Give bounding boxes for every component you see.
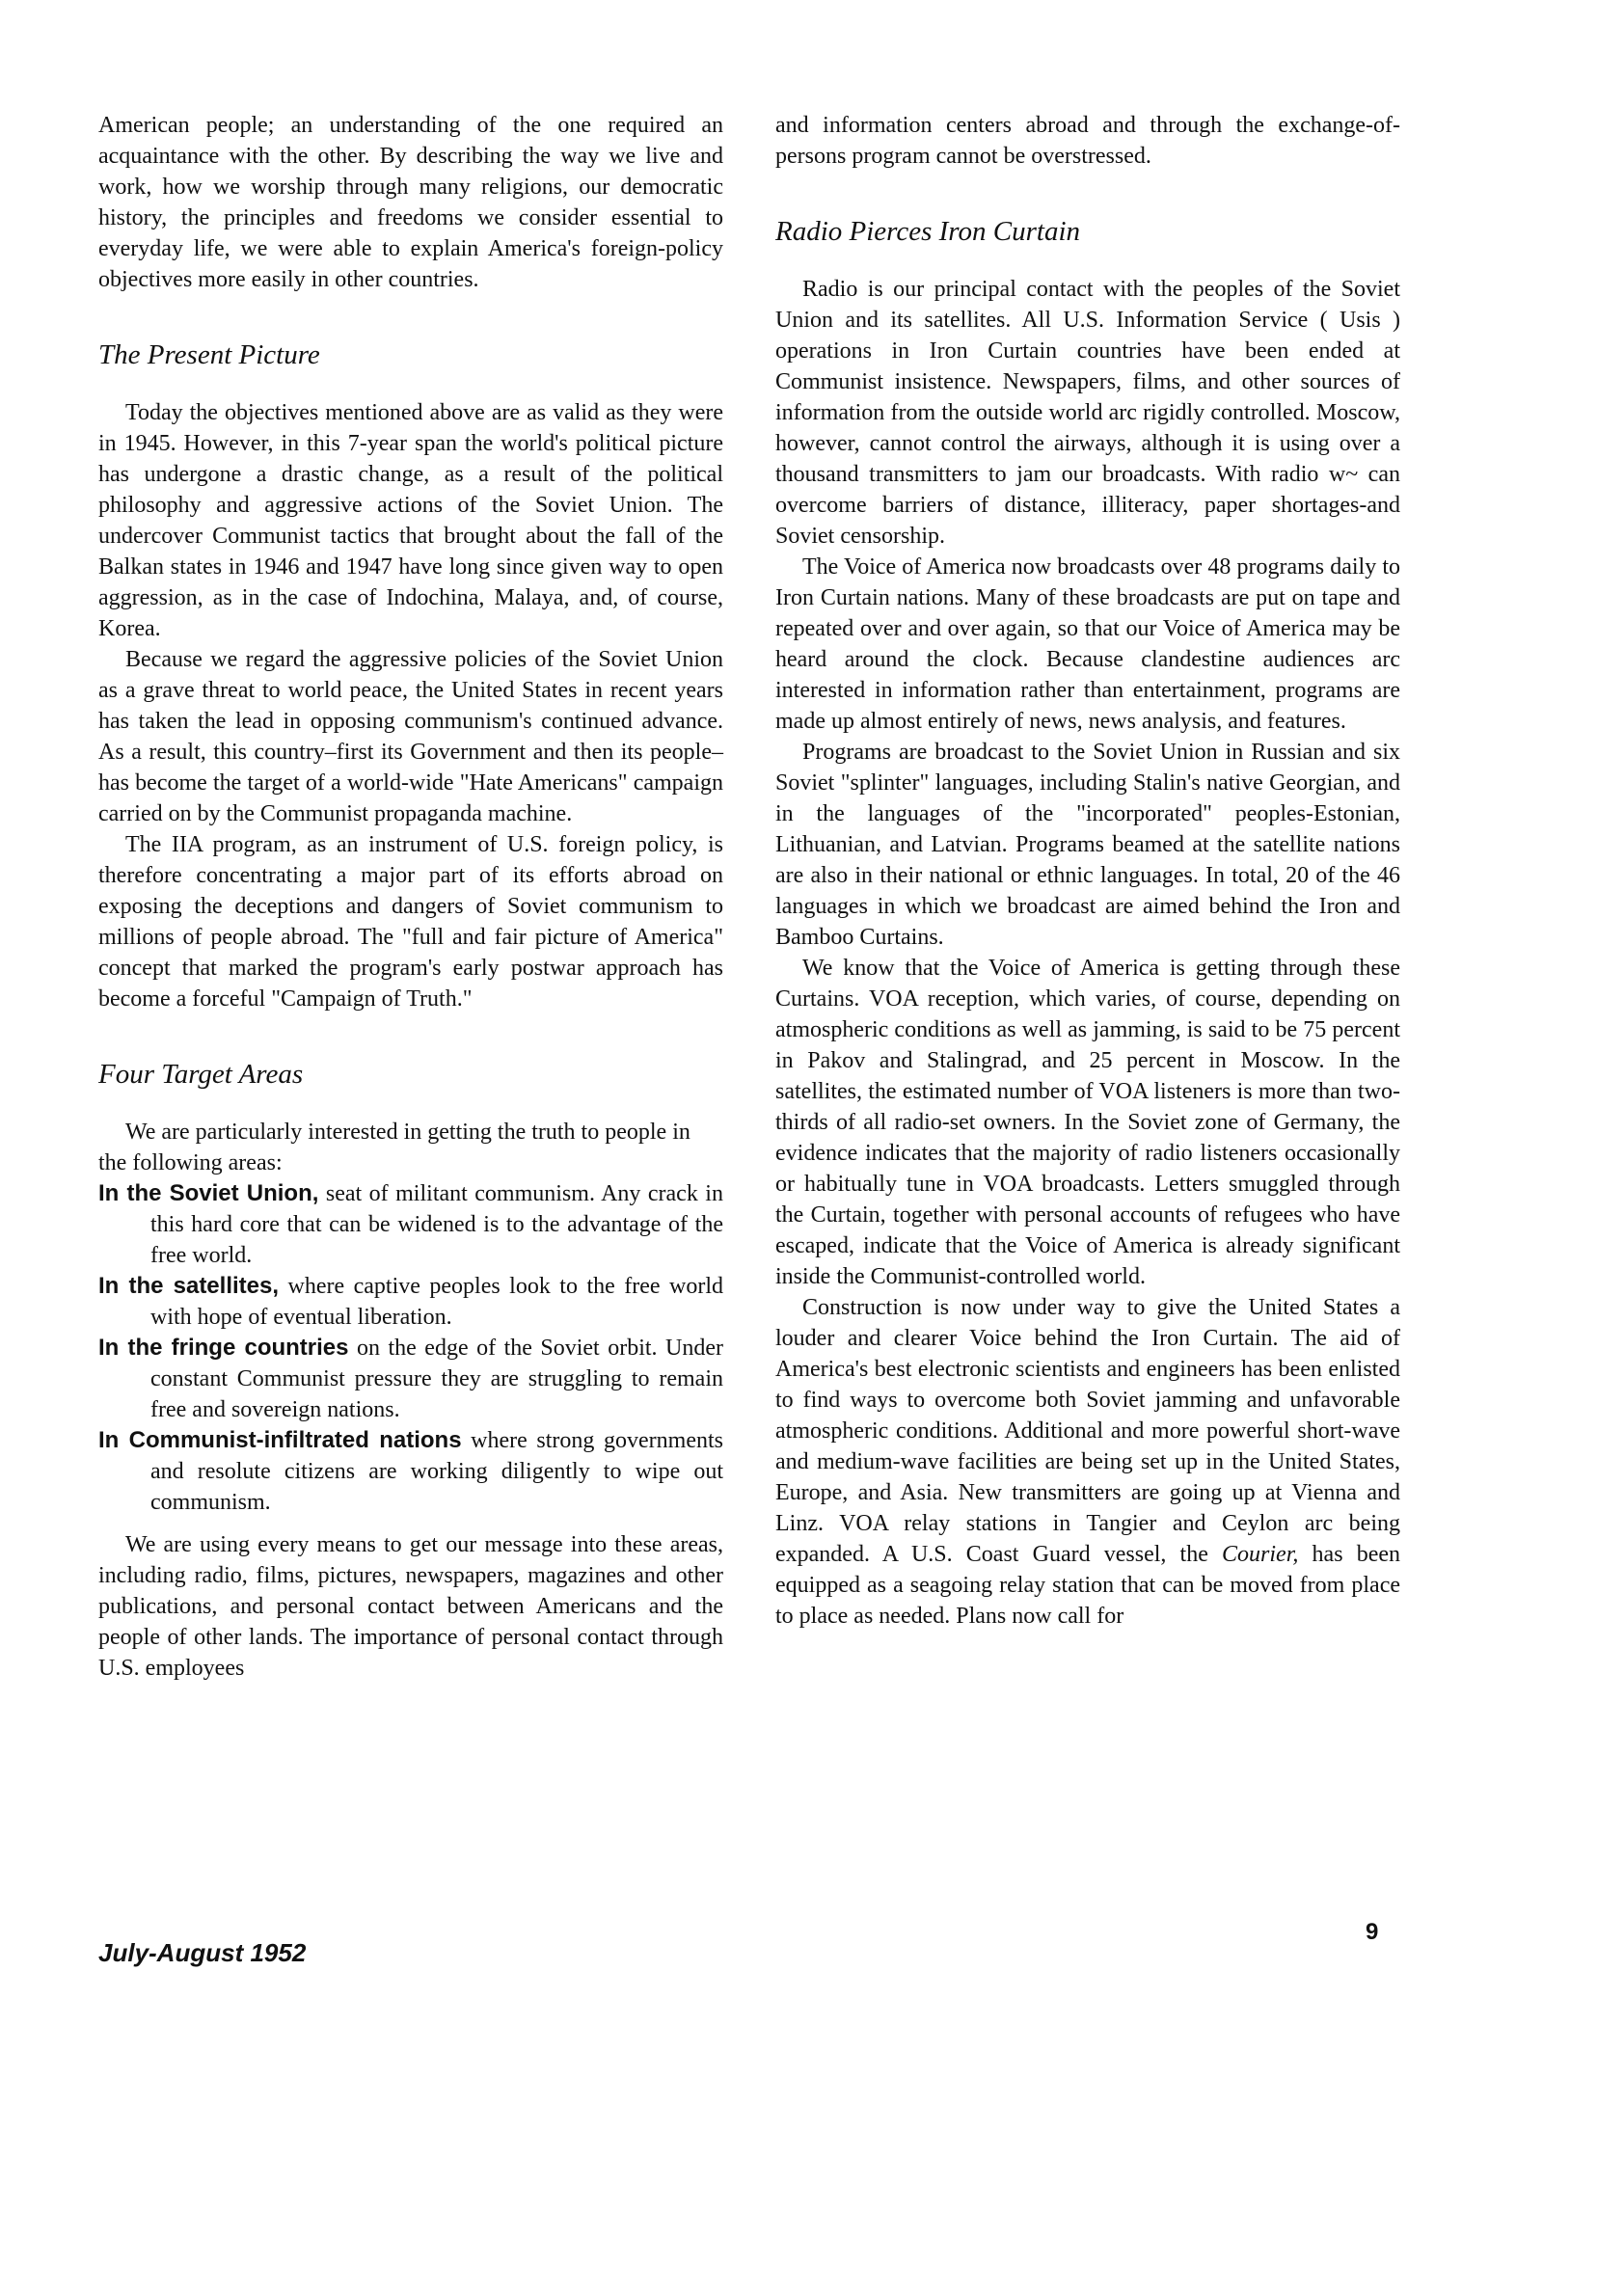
target-area-lead: In the satellites, (98, 1273, 280, 1299)
paragraph-present-2: Because we regard the aggressive policies of the Soviet Union as a grave threat to world peace, the United States in recent years has taken the lead in opposing communism's continued advance. As a result, this country–first its Government and then its people–has become the target of a world-wide "Hate Americans" campaign carried on by the Communist propaganda machine. (98, 647, 723, 826)
target-area-lead: In the fringe countries (98, 1335, 349, 1361)
target-area-text: on the edge of the Soviet orbit. Under constant Communist pressure they are struggling to remain free and sovereign nations. (150, 1336, 723, 1422)
intro-paragraph: American people; an understanding of the one required an acquaintance with the other. By describing the way we live and work, how we worship through many religions, our democratic history, the principles and freedoms we consider essential to everyday life, we were able to explain America's foreign-policy objectives more easily in other countries. (98, 113, 723, 292)
paragraph-present-3: The IIA program, as an instrument of U.S. foreign policy, is therefore concentrating a major part of its efforts abroad on exposing the deceptions and dangers of Soviet communism to millions of people abroad. The "full and fair picture of America" concept that marked the program's early postwar approach has become a forceful "Campaign of Truth." (98, 832, 723, 1012)
target-area-item (98, 1333, 723, 1425)
target-area-text: seat of militant communism. Any crack in this hard core that can be widened is to the advantage of the free world. (150, 1181, 723, 1268)
left-column (98, 110, 723, 1684)
target-area-text: where captive peoples look to the free world with hope of eventual liberation. (150, 1274, 723, 1330)
issue-date: July-August 1952 (98, 1938, 307, 1967)
paragraph-continued: and information centers abroad and through the exchange-of-persons program cannot be overstressed. (775, 113, 1400, 169)
paragraph-radio-4: We know that the Voice of America is getting through these Curtains. VOA reception, which varies, of course, depending on atmospheric conditions as well as jamming, is said to be 75 percent in Pakov and Stalingrad, and 25 percent in Moscow. In the satellites, the estimated number of VOA listeners is more than two-thirds of all radio-set owners. In the Soviet zone of Germany, the evidence indicates that the majority of radio listeners occasionally or habitually tune in VOA broadcasts. Letters smuggled through the Curtain, together with personal accounts of refugees who have escaped, indicate that the Voice of America is already significant inside the Communist-controlled world. (775, 956, 1400, 1289)
paragraph-radio-1: Radio is our principal contact with the peoples of the Soviet Union and its satellites. All U.S. Information Service ( Usis ) operations in Iron Curtain countries have been ended at Communist insistence. Newspapers, films, and other sources of information from the outside world arc rigidly controlled. Moscow, however, cannot control the airways, although it is using over a thousand transmitters to jam our broadcasts. With radio w~ can overcome barriers of distance, illiteracy, paper shortages-and Soviet censorship. (775, 277, 1400, 549)
right-column (775, 110, 1400, 1632)
target-area-item (98, 1178, 723, 1271)
paragraph-radio-3: Programs are broadcast to the Soviet Union in Russian and six Soviet "splinter" languages, including Stalin's native Georgian, and in the languages of the "incorporated" peoples-Estonian, Lithuanian, and Latvian. Programs beamed at the satellite nations are also in their national or ethnic languages. In total, 20 of the 46 languages in which we broadcast are aimed behind the Iron and Bamboo Curtains. (775, 740, 1400, 950)
target-area-text: where strong governments and resolute citizens are working diligently to wipe out communism. (150, 1428, 724, 1515)
paragraph-target-intro: We are particularly interested in getting the truth to people in the following areas: (98, 1120, 690, 1175)
page-number: 9 (1366, 1919, 1379, 1945)
target-area-item (98, 1425, 723, 1518)
paragraph-radio-5-part-b: has been equipped as a seagoing relay station that can be moved from place to place as needed. Plans now call for (775, 1542, 1400, 1629)
heading-radio-pierces-iron-curtain: Radio Pierces Iron Curtain (775, 216, 1081, 247)
paragraph-every-means: We are using every means to get our message into these areas, including radio, films, pictures, newspapers, magazines and other publications, and personal contact between Americans and the people of other lands. The importance of personal contact through U.S. employees (98, 1532, 723, 1681)
heading-four-target-areas: Four Target Areas (98, 1059, 304, 1090)
paragraph-radio-5-part-a: Construction is now under way to give the United States a louder and clearer Voice behind the Iron Curtain. The aid of America's best electronic scientists and engineers has been enlisted to find ways to overcome both Soviet jamming and unfavorable atmospheric conditions. Additional and more powerful short-wave and medium-wave facilities are being set up in the United States, Europe, and Asia. New transmitters are going up at Vienna and Linz. VOA relay stations in Tangier and Ceylon arc being expanded. A U.S. Coast Guard vessel, the (775, 1295, 1400, 1567)
heading-present-picture: The Present Picture (98, 339, 320, 370)
target-area-lead: In the Soviet Union, (98, 1180, 319, 1206)
paragraph-radio-5 (775, 1292, 1400, 1632)
paragraph-present-1: Today the objectives mentioned above are as valid as they were in 1945. However, in this 7-year span the world's political picture has undergone a drastic change, as a result of the political philosophy and aggressive actions of the Soviet Union. The undercover Communist tactics that brought about the fall of the Balkan states in 1946 and 1947 have long since given way to open aggression, as in the case of Indochina, Malaya, and, of course, Korea. (98, 400, 723, 641)
paragraph-radio-2: The Voice of America now broadcasts over 48 programs daily to Iron Curtain nations. Many of these broadcasts are put on tape and repeated over and over again, so that our Voice of America may be heard around the clock. Because clandestine audiences arc interested in information rather than entertainment, programs are made up almost entirely of news, news analysis, and features. (775, 554, 1400, 734)
ship-name-courier: Courier, (1222, 1542, 1299, 1567)
target-area-lead: In Communist-infiltrated nations (98, 1427, 462, 1453)
target-area-item (98, 1271, 723, 1333)
